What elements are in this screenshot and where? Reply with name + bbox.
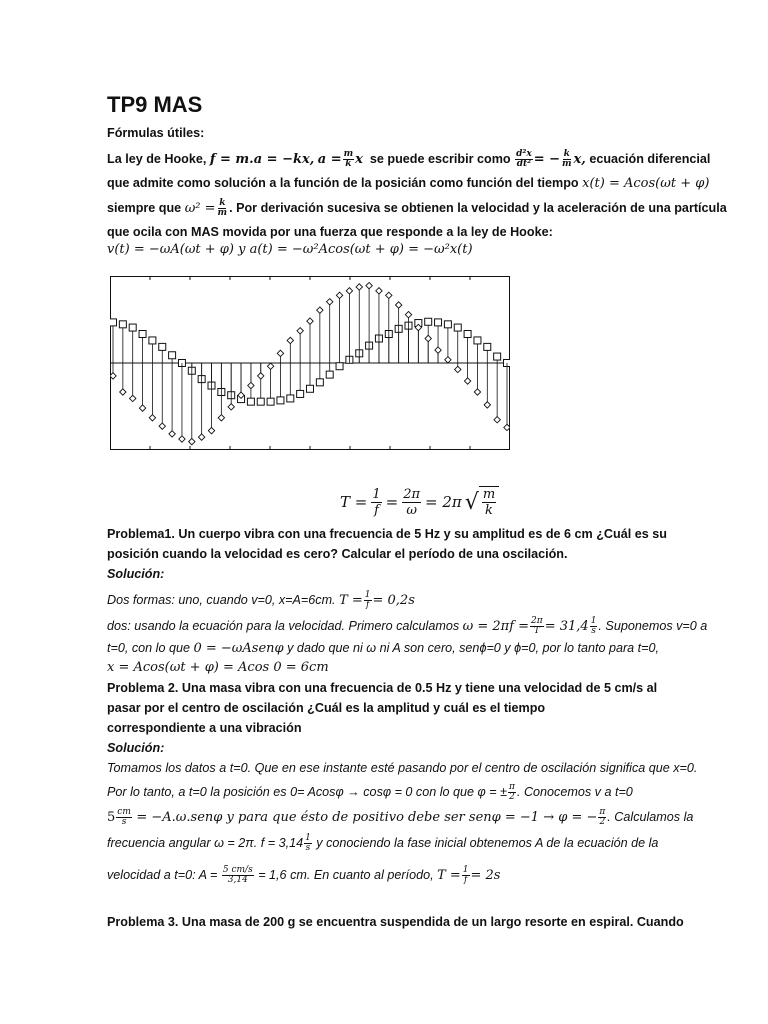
problem-1-solution-3: t=0, con lo que 0 = −ωAsenφ y dado que ni ω ni A son cero, senϕ=0 y ϕ=0, por lo tanto para t=0,	[107, 641, 660, 656]
intro-line-2: que admite como solución a la función de la posicián como función del tiempo x(t) = Acos(ωt + φ)	[107, 176, 710, 191]
problem-2-line-3: correspondiente a una vibración	[107, 721, 302, 735]
chart-point-square	[277, 397, 284, 404]
problem-1-solution-heading: Solución:	[107, 567, 165, 581]
formulas-heading: Fórmulas útiles:	[107, 126, 205, 140]
chart-point-square	[464, 331, 471, 338]
intro-line-1: La ley de Hooke, f = m.a = −kx, a = $\frac{m}{k}$ x se puede escribir como $\frac{\text{d²x}}{\text{dt²}}$ = − $\frac{k}{m}$ x, ecuación diferencial	[107, 149, 711, 169]
chart-point-square	[326, 371, 333, 378]
intro-line-4: que ocila con MAS movida por una fuerza que responde a la ley de Hooke:	[107, 225, 553, 239]
problem-2-solution-1: Tomamos los datos a t=0. Que en ese instante esté pasando por el centro de oscilación significa que x=0.	[107, 761, 698, 775]
sqrt-symbol: √ $\frac{m}{k}$	[465, 486, 499, 518]
problem-2-solution-3: 5 $\frac{cm}{s}$ = −A.ω.senφ y para que ésto de positivo debe ser senφ = −1 → φ = − $\frac{\pi}{2}$ . Calculamos la	[107, 807, 694, 827]
problem-2-solution-5: velocidad a t=0: A = $\frac{5 cm/s}{3,14}$ = 1,6 cm. En cuanto al período, T = $\frac{1}{f}$ = 2s	[107, 865, 501, 885]
chart-point-square	[110, 319, 117, 326]
chart-point-square	[307, 385, 314, 392]
problem-1-line-2: posición cuando la velocidad es cero? Calcular el período de una oscilación.	[107, 547, 568, 561]
problem-2-line-2: pasar por el centro de oscilación ¿Cuál es la amplitud y cuál es el tiempo	[107, 701, 546, 715]
chart-point-square	[484, 343, 491, 350]
chart-point-square	[336, 363, 343, 370]
chart-point-square	[425, 318, 432, 325]
chart-point-square	[494, 353, 501, 360]
chart-point-square	[119, 321, 126, 328]
problem-3-line-1: Problema 3. Una masa de 200 g se encuentra suspendida de un largo resorte en espiral. Cuando	[107, 915, 684, 929]
page-title: TP9 MAS	[107, 92, 203, 117]
chart-point-square	[159, 343, 166, 350]
chart-point-square	[287, 395, 294, 402]
chart-point-square	[257, 398, 264, 405]
chart-point-square	[149, 337, 156, 344]
chart-point-square	[444, 321, 451, 328]
chart-point-square	[267, 398, 274, 405]
chart-point-square	[169, 352, 176, 359]
chart-point-square	[435, 319, 442, 326]
shm-chart	[110, 276, 510, 450]
chart-point-square	[454, 324, 461, 331]
intro-line-5: v(t) = −ωA(ωt + φ) y a(t) = −ω²Acos(ωt + φ) = −ω²x(t)	[107, 242, 473, 257]
problem-2-line-1: Problema 2. Una masa vibra con una frecuencia de 0.5 Hz y tiene una velocidad de 5 cm/s al	[107, 681, 658, 695]
chart-point-square	[474, 337, 481, 344]
problem-1-solution-1: Dos formas: uno, cuando v=0, x=A=6cm. T = $\frac{1}{f}$ = 0,2s	[107, 590, 415, 610]
problem-2-solution-4: frecuencia angular ω = 2π. f = 3,14 $\frac{1}{s}$ y conociendo la fase inicial obtenemos A de la ecuación de la	[107, 833, 659, 853]
period-formula: T = $\frac{1}{f}$ = $\frac{2\pi}{\omega}$ = 2π √ $\frac{m}{k}$	[340, 486, 499, 518]
chart-point-square	[247, 398, 254, 405]
chart-point-square	[139, 331, 146, 338]
chart-point-square	[129, 324, 136, 331]
problem-2-solution-2: Por lo tanto, a t=0 la posición es 0= Acosφ → cosφ = 0 con lo que φ = ± $\frac{\pi}{2}$ . Conocemos v a t=0	[107, 782, 633, 802]
problem-1-solution-4: x = Acos(ωt + φ) = Acos 0 = 6cm	[107, 660, 329, 675]
problem-1-line-1: Problema1. Un cuerpo vibra con una frecuencia de 5 Hz y su amplitud es de 6 cm ¿Cuál es su	[107, 527, 667, 541]
problem-1-solution-2: dos: usando la ecuación para la velocidad. Primero calculamos ω = 2πf = $\frac{2\pi}{T}$ = 31,4 $\frac{1}{s}$ . Suponemos v=0 a	[107, 616, 708, 636]
chart-point-square	[316, 379, 323, 386]
problem-2-solution-heading: Solución:	[107, 741, 165, 755]
chart-point-square	[297, 390, 304, 397]
intro-line-3: siempre que ω² = $\frac{k}{m}$ . Por derivación sucesiva se obtienen la velocidad y la aceleración de una partícula	[107, 198, 727, 218]
